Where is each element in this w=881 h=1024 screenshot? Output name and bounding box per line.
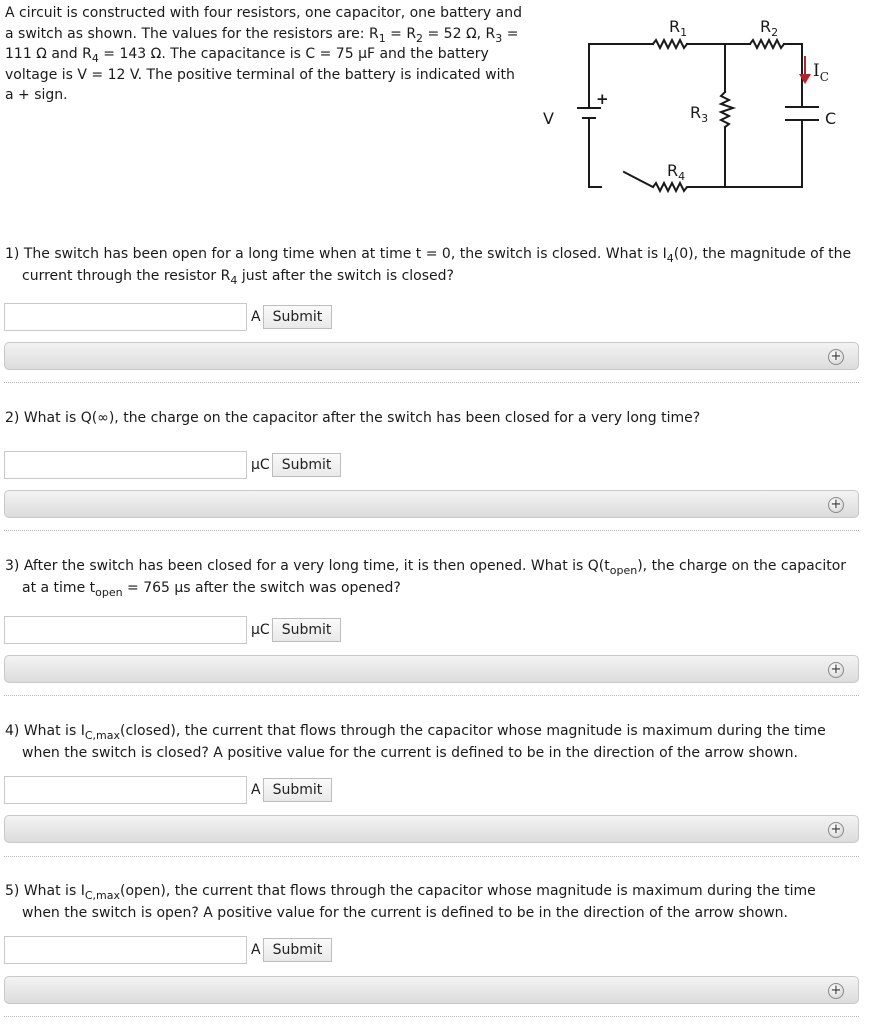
unit-label: μC: [251, 622, 270, 638]
submit-button[interactable]: Submit: [263, 305, 333, 329]
feedback-bar-5[interactable]: [4, 976, 859, 1004]
expand-icon[interactable]: +: [828, 983, 844, 999]
unit-label: A: [251, 782, 261, 798]
answer-input-4[interactable]: [4, 776, 247, 804]
divider: [4, 695, 859, 696]
submit-button[interactable]: Submit: [272, 618, 342, 642]
submit-button[interactable]: Submit: [272, 453, 342, 477]
v-label: V: [543, 109, 554, 128]
unit-label: A: [251, 942, 261, 958]
intro-text: A circuit is constructed with four resistors, one capacitor, one battery and: [5, 5, 522, 21]
resistor-r3: [721, 92, 733, 127]
r2-label: $R_2$: [760, 17, 779, 39]
answer-row-3: [4, 616, 341, 644]
feedback-bar-3[interactable]: [4, 655, 859, 683]
ic-label: $I_C$: [813, 61, 829, 84]
answer-row-4: [4, 776, 332, 804]
divider: [4, 530, 859, 531]
bottom-left-wire: [589, 132, 601, 187]
plus-label: +: [596, 90, 609, 108]
expand-icon[interactable]: +: [828, 497, 844, 513]
top-right-wire: [784, 44, 802, 107]
c-label: C: [825, 109, 837, 128]
top-left-wire: [589, 44, 653, 94]
r4-label: $R_4$: [667, 161, 686, 183]
question-2: 2) What is Q(∞), the charge on the capacitor after the switch has been closed for a very long time?: [5, 410, 701, 426]
divider: [4, 1016, 859, 1017]
unit-label: μC: [251, 457, 270, 473]
expand-icon[interactable]: +: [828, 822, 844, 838]
answer-row-5: [4, 936, 332, 964]
answer-input-1[interactable]: [4, 303, 247, 331]
resistor-r2: [750, 40, 784, 48]
divider: [4, 856, 859, 857]
unit-label: A: [251, 309, 261, 325]
answer-row-2: [4, 451, 341, 479]
feedback-bar-2[interactable]: [4, 490, 859, 518]
answer-input-5[interactable]: [4, 936, 247, 964]
r1-label: $R_1$: [669, 17, 688, 39]
question-5: 5) What is $I_{C,max}(open)$, the current that flows through the capacitor whose magnitude is maximum during the time when the switch is open? A positive value for the current is defined to be in the direction of the arrow shown.: [5, 883, 816, 921]
expand-icon[interactable]: +: [828, 349, 844, 365]
question-4: 4) What is $I_{C,max}(closed)$, the current that flows through the capacitor whose magnitude is maximum during the time when the switch is closed? A positive value for the current is defined to be in the direction of the arrow shown.: [5, 723, 826, 761]
answer-input-2[interactable]: [4, 451, 247, 479]
question-3: 3) After the switch has been closed for a very long time, it is then opened. What is $Q(t_{open})$, the charge on the capacitor at a time $t_{open} = 765$ μs after the switch was opened?: [5, 558, 847, 599]
divider: [4, 382, 859, 383]
circuit-diagram: [535, 12, 845, 197]
expand-icon[interactable]: +: [828, 662, 844, 678]
feedback-bar-4[interactable]: [4, 815, 859, 843]
submit-button[interactable]: Submit: [263, 938, 333, 962]
answer-input-3[interactable]: [4, 616, 247, 644]
capacitor-bottom-wire: [728, 120, 802, 187]
answer-row-1: [4, 303, 332, 331]
feedback-bar-1[interactable]: [4, 342, 859, 370]
problem-statement: A circuit is constructed with four resistors, one capacitor, one battery and a switch as shown. The values for the resistors are: $R_1 = R_2 = 52$ Ω, $R_3$ = 111 Ω and $R_4 = 143$ Ω. The capacitance is C = 75 μF and the battery voltage is V = 12 V. The positive terminal of the battery is indicated with a + sign.: [5, 5, 522, 103]
resistor-r4: [653, 183, 728, 191]
question-1: 1) The switch has been open for a long time when at time t = 0, the switch is closed. What is $I_4(0)$, the magnitude of the current through the resistor $R_4$ just after the switch is closed?: [5, 246, 852, 287]
submit-button[interactable]: Submit: [263, 778, 333, 802]
r3-label: $R_3$: [690, 103, 709, 125]
current-arrow: [799, 56, 811, 84]
resistor-r1: [653, 40, 687, 48]
switch-blade: [624, 172, 653, 187]
